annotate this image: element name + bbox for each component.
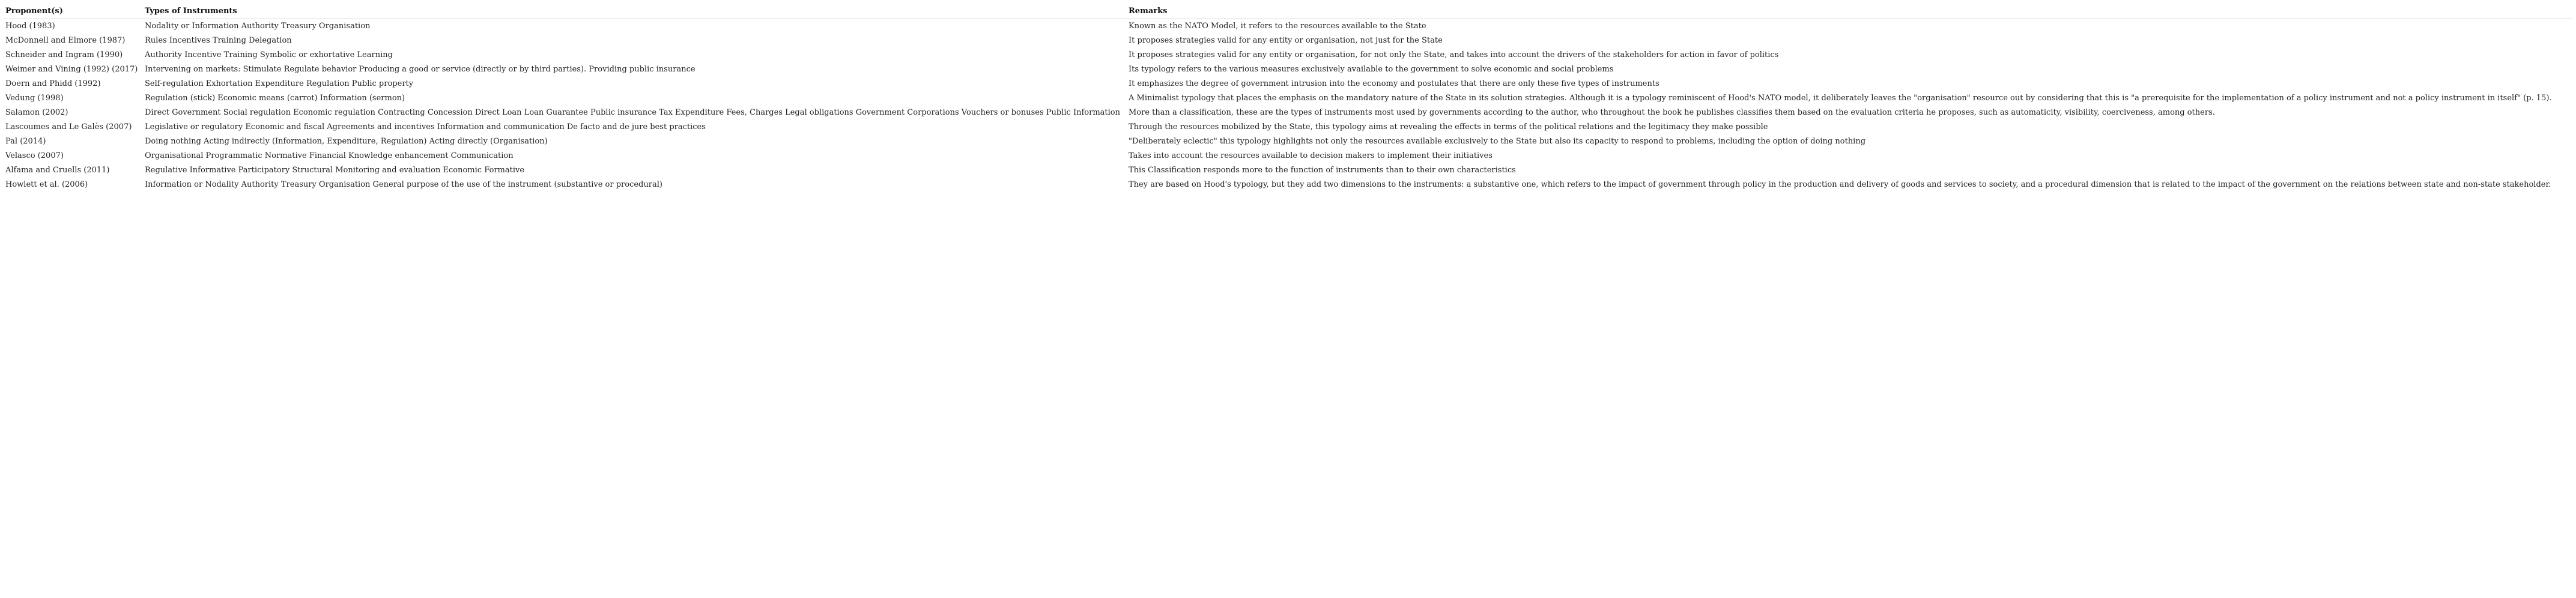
cell-types: Doing nothing Acting indirectly (Information, Expenditure, Regulation) Acting directly (Organisation)	[145, 137, 548, 146]
cell-remarks: More than a classification, these are the types of instruments most used by governments according to the author, who throughout the book he publishes classifies them based on the evaluation criteria he proposes, such as automaticity, visibility, coerciveness, among others.	[1129, 108, 2215, 117]
cell-types: Authority Incentive Training Symbolic or exhortative Learning	[145, 50, 393, 59]
table-row	[4, 178, 2572, 192]
cell-remarks: Its typology refers to the various measures exclusively available to the government to solve economic and social problems	[1129, 65, 1614, 74]
cell-proponent: Alfama and Cruells (2011)	[5, 166, 110, 175]
cell-proponent: Howlett et al. (2006)	[5, 180, 88, 189]
cell-proponent: Velasco (2007)	[5, 151, 64, 160]
cell-types: Information or Nodality Authority Treasury Organisation General purpose of the use of the instrument (substantive or procedural)	[145, 180, 662, 189]
table-row	[4, 149, 2572, 163]
cell-remarks: Takes into account the resources available to decision makers to implement their initiatives	[1129, 151, 1493, 160]
cell-types: Intervening on markets: Stimulate Regulate behavior Producing a good or service (directly or by third parties). Providing public insurance	[145, 65, 696, 74]
table-row	[4, 120, 2572, 134]
document-page	[4, 4, 2572, 192]
cell-remarks: They are based on Hood's typology, but they add two dimensions to the instruments: a substantive one, which refers to the impact of government through policy in the production and delivery of goods and services to society, and a procedural dimension that is related to the impact of the government on the relations between state and non-state stakeholder.	[1129, 180, 2551, 189]
cell-proponent: Pal (2014)	[5, 137, 46, 146]
table-row	[4, 34, 2572, 48]
header-types-of-instruments: Types of Instruments	[144, 4, 1127, 19]
table-row	[4, 62, 2572, 77]
table-row	[4, 163, 2572, 178]
table-body	[4, 19, 2572, 193]
table-header	[4, 4, 2572, 19]
cell-types: Rules Incentives Training Delegation	[145, 36, 292, 45]
header-remarks: Remarks	[1127, 4, 2572, 19]
cell-proponent: Vedung (1998)	[5, 94, 64, 103]
cell-proponent: Lascoumes and Le Galès (2007)	[5, 122, 132, 131]
table-row	[4, 134, 2572, 149]
cell-proponent: Schneider and Ingram (1990)	[5, 50, 123, 59]
cell-remarks: It emphasizes the degree of government intrusion into the economy and postulates that there are only these five types of instruments	[1129, 79, 1659, 88]
table-row	[4, 106, 2572, 120]
cell-proponent: Salamon (2002)	[5, 108, 68, 117]
cell-types: Legislative or regulatory Economic and fiscal Agreements and incentives Information and communication De facto and de jure best practices	[145, 122, 706, 131]
table-row	[4, 91, 2572, 106]
cell-proponent: Doern and Phidd (1992)	[5, 79, 101, 88]
instruments-typology-table	[4, 4, 2572, 192]
cell-proponent: McDonnell and Elmore (1987)	[5, 36, 126, 45]
table-row	[4, 48, 2572, 62]
cell-types: Nodality or Information Authority Treasury Organisation	[145, 22, 371, 31]
cell-proponent: Hood (1983)	[5, 22, 55, 31]
cell-proponent: Weimer and Vining (1992) (2017)	[5, 65, 138, 74]
table-row	[4, 77, 2572, 91]
cell-remarks: It proposes strategies valid for any entity or organisation, not just for the State	[1129, 36, 1443, 45]
cell-types: Regulation (stick) Economic means (carrot) Information (sermon)	[145, 94, 405, 103]
header-proponents: Proponent(s)	[4, 4, 144, 19]
cell-types: Self-regulation Exhortation Expenditure Regulation Public property	[145, 79, 414, 88]
cell-remarks: "Deliberately eclectic" this typology highlights not only the resources available exclusively to the State but also its capacity to respond to problems, including the option of doing nothing	[1129, 137, 1866, 146]
cell-remarks: This Classification responds more to the function of instruments than to their own characteristics	[1129, 166, 1516, 175]
cell-remarks: It proposes strategies valid for any entity or organisation, for not only the State, and takes into account the drivers of the stakeholders for action in favor of politics	[1129, 50, 1779, 59]
cell-types: Regulative Informative Participatory Structural Monitoring and evaluation Economic Formative	[145, 166, 525, 175]
cell-remarks: Through the resources mobilized by the State, this typology aims at revealing the effects in terms of the political relations and the legitimacy they make possible	[1129, 122, 1768, 131]
table-row	[4, 19, 2572, 34]
table-header-row	[4, 4, 2572, 19]
cell-types: Direct Government Social regulation Economic regulation Contracting Concession Direct Loan Loan Guarantee Public insurance Tax Expenditure Fees, Charges Legal obligations Government Corporations Vouchers or bonuses Public Information	[145, 108, 1120, 117]
cell-types: Organisational Programmatic Normative Financial Knowledge enhancement Communication	[145, 151, 514, 160]
cell-remarks: A Minimalist typology that places the emphasis on the mandatory nature of the State in its solution strategies. Although it is a typology reminiscent of Hood's NATO model, it deliberately leaves the "organisation" resource out by considering that this is "a prerequisite for the implementation of a policy instrument and not a policy instrument in itself" (p. 15).	[1129, 94, 2552, 103]
cell-remarks: Known as the NATO Model, it refers to the resources available to the State	[1129, 22, 1426, 31]
